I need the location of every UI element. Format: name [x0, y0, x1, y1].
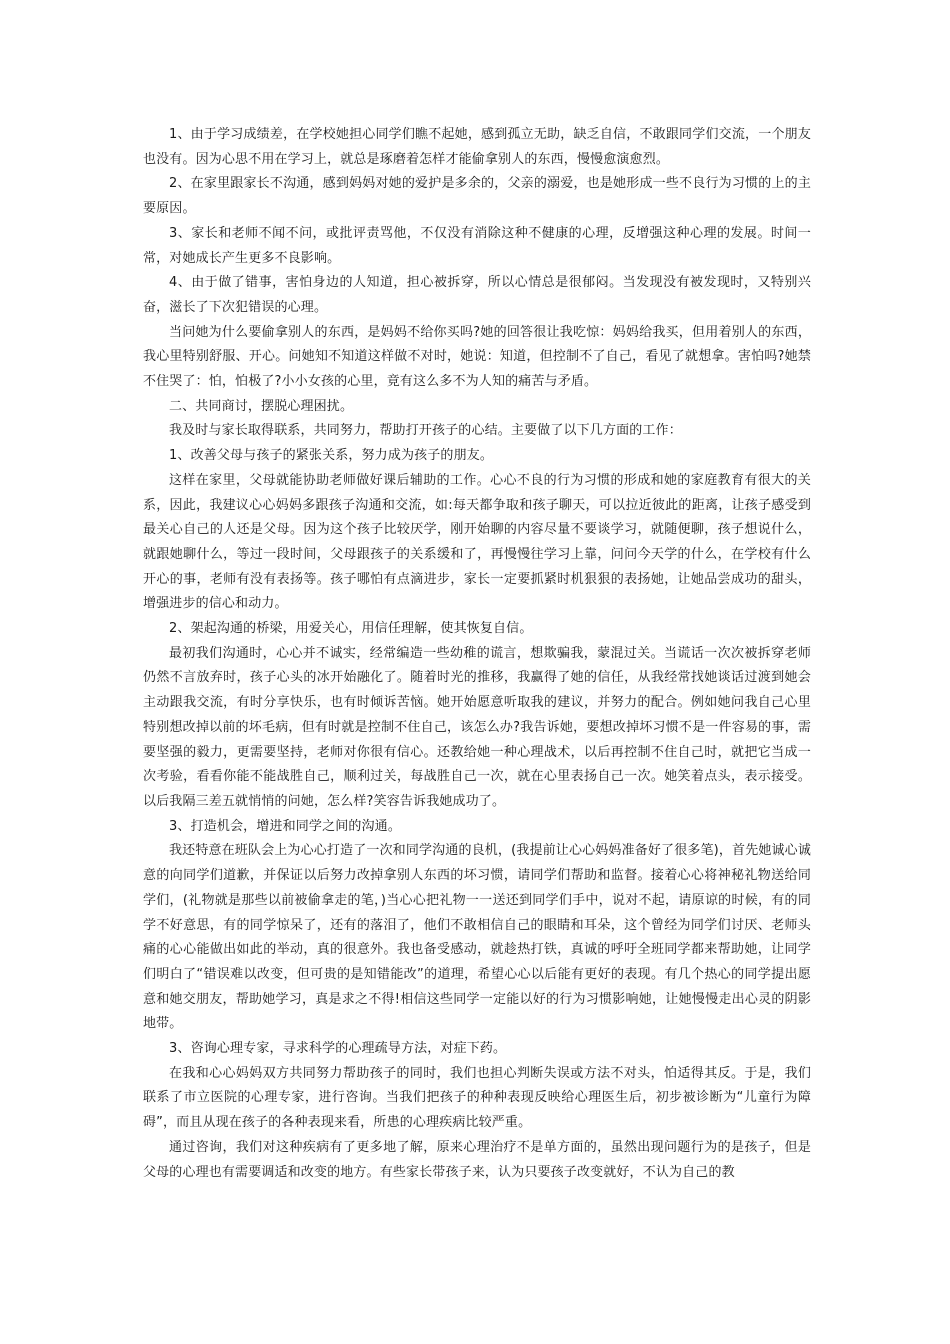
paragraph: 通过咨询，我们对这种疾病有了更多地了解，原来心理治疗不是单方面的，虽然出现问题行为的是孩子，但是父母的心理也有需要调适和改变的地方。有些家长带孩子来，认为只要孩子改变就好，不认为自己的教	[143, 1139, 811, 1180]
paragraph: 3、家长和老师不闻不问，或批评责骂他，不仅没有消除这种不健康的心理，反增强这种心理的发展。时间一常，对她成长产生更多不良影响。	[143, 225, 811, 266]
paragraph: 我及时与家长取得联系，共同努力，帮助打开孩子的心结。主要做了以下几方面的工作：	[169, 423, 682, 439]
subheading: 3、打造机会，增进和同学之间的沟通。	[169, 818, 401, 834]
paragraph: 这样在家里，父母就能协助老师做好课后辅助的工作。心心不良的行为习惯的形成和她的家庭教育有很大的关系，因此，我建议心心妈妈多跟孩子沟通和交流，如:每天都争取和孩子聊天，可以拉近彼此的距离，让孩子感受到最关心自己的人还是父母。因为这个孩子比较厌学，刚开始聊的内容尽量不要谈学习，就随便聊，孩子想说什么，就跟她聊什么，等过一段时间，父母跟孩子的关系缓和了，再慢慢往学习上靠，问问今天学的什么，在学校有什么开心的事，老师有没有表扬等。孩子哪怕有点滴进步，家长一定要抓紧时机狠狠的表扬她，让她品尝成功的甜头，增强进步的信心和动力。	[143, 472, 811, 612]
subheading: 1、改善父母与孩子的紧张关系，努力成为孩子的朋友。	[169, 448, 494, 464]
subheading: 2、架起沟通的桥梁，用爱关心，用信任理解，使其恢复自信。	[169, 621, 533, 637]
section-heading: 二、共同商讨，摆脱心理困扰。	[169, 398, 354, 414]
paragraph: 最初我们沟通时，心心并不诚实，经常编造一些幼稚的谎言，想欺骗我，蒙混过关。当谎话一次次被拆穿老师仍然不言放弃时，孩子心头的冰开始融化了。随着时光的推移，我赢得了她的信任，从我经常找她谈话过渡到她会主动跟我交流，有时分享快乐，也有时倾诉苦恼。她开始愿意听取我的建议，并努力的配合。例如她问我自己心里特别想改掉以前的坏毛病，但有时就是控制不住自己，该怎么办?我告诉她，要想改掉坏习惯不是一件容易的事，需要坚强的毅力，更需要坚持，老师对你很有信心。还教给她一种心理战术，以后再控制不住自己时，就把它当成一次考验，看看你能不能战胜自己，顺利过关，每战胜自己一次，就在心里表扬自己一次。她笑着点头，表示接受。以后我隔三差五就悄悄的问她，怎么样?笑容告诉我她成功了。	[143, 645, 811, 809]
paragraph: 我还特意在班队会上为心心打造了一次和同学沟通的良机，(我提前让心心妈妈准备好了很多笔)，首先她诚心诚意的向同学们道歉，并保证以后努力改掉拿别人东西的坏习惯，请同学们帮助和监督。接着心心将神秘礼物送给同学们，(礼物就是那些以前被偷拿走的笔，)当心心把礼物一一送还到同学们手中，说对不起，请原谅的时候，有的同学不好意思，有的同学惊呆了，还有的落泪了，他们不敢相信自己的眼睛和耳朵，这个曾经为同学们讨厌、老师头痛的心心能做出如此的举动，真的很意外。我也备受感动，就趁热打铁，真诚的呼吁全班同学都来帮助她，让同学们明白了“错误难以改变，但可贵的是知错能改”的道理，希望心心以后能有更好的表现。有几个热心的同学提出愿意和她交朋友，帮助她学习，真是求之不得!相信这些同学一定能以好的行为习惯影响她，让她慢慢走出心灵的阴影地带。	[143, 843, 811, 1032]
paragraph: 在我和心心妈妈双方共同努力帮助孩子的同时，我们也担心判断失误或方法不对头，怕适得其反。于是，我们联系了市立医院的心理专家，进行咨询。当我们把孩子的种种表现反映给心理医生后，初步被诊断为“儿童行为障碍”，而且从现在孩子的各种表现来看，所患的心理疾病比较严重。	[143, 1065, 811, 1131]
document-body	[143, 123, 811, 1185]
paragraph: 1、由于学习成绩差，在学校她担心同学们瞧不起她，感到孤立无助，缺乏自信，不敢跟同学们交流，一个朋友也没有。因为心思不用在学习上，就总是琢磨着怎样才能偷拿别人的东西，慢慢愈演愈烈。	[143, 127, 811, 167]
paragraph: 当问她为什么要偷拿别人的东西，是妈妈不给你买吗?她的回答很让我吃惊：妈妈给我买，但用着别人的东西，我心里特别舒服、开心。问她知不知道这样做不对时，她说：知道，但控制不了自己，看见了就想拿。害怕吗?她禁不住哭了：怕，怕极了?小小女孩的心里，竟有这么多不为人知的痛苦与矛盾。	[143, 324, 811, 390]
paragraph: 4、由于做了错事，害怕身边的人知道，担心被拆穿，所以心情总是很郁闷。当发现没有被发现时，又特别兴奋，滋长了下次犯错误的心理。	[143, 275, 811, 315]
paragraph: 2、在家里跟家长不沟通，感到妈妈对她的爱护是多余的，父亲的溺爱，也是她形成一些不良行为习惯的上的主要原因。	[143, 176, 811, 217]
subheading: 3、咨询心理专家，寻求科学的心理疏导方法，对症下药。	[169, 1041, 507, 1057]
